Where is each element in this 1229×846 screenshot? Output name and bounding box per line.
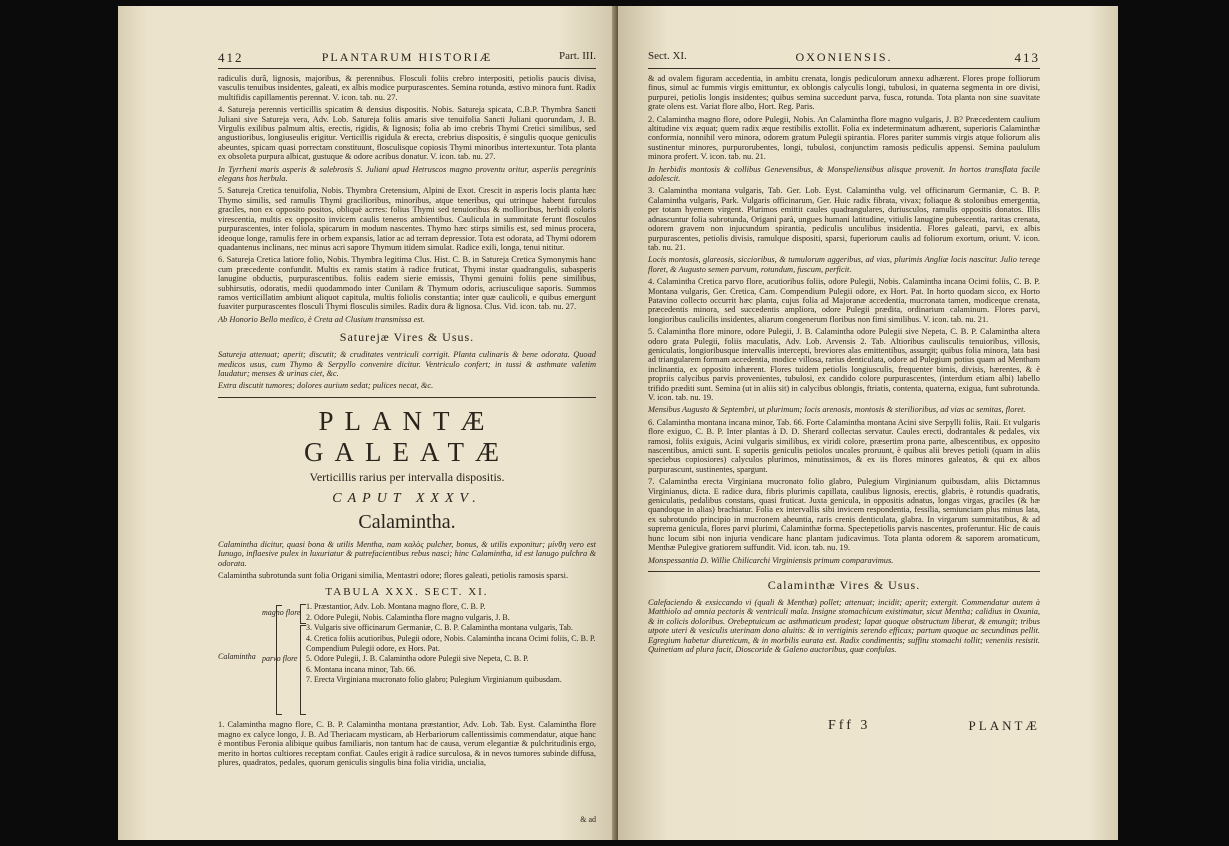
right-para-9: 6. Calamintha montana incana minor, Tab. 66. Forte Calamintha montana Acini sive Serpylli foliis, Raii. Et vulgaris flore exiguo, C. B. P. Inter plantas à D. D. Sherard collectas servatur. Caules erecti, dodrantales & pedales, vix ramosi, foliis exiguis, Acini vulgaris similibus, ex viridi colore, præsertim prona parte, albescentibus, ex opposito nascentibus, amicti sunt. E superiis geniculis petiolos uncales proruunt, è quibus alii breves petioli (quam in aliis speciebus copiosiores) calyculos plurimos, minutissimos, & ex iis flores minores galeatos, & qui ex albos purpurascunt, sustinentes, spargunt. [648,417,1040,474]
satureja-vires-text-2: Extra discutit tumores; dolores aurium sedat; pulices necat, &c. [218,381,434,391]
tabula-heading: TABULA XXX. SECT. XI. [325,586,489,599]
left-page [118,6,618,840]
right-header-rule [648,68,1040,69]
species-list [306,602,596,685]
right-page-body [648,74,1040,826]
right-para-8: Mensibus Augusto & Septembri, ut plurimum; locis arenosis, montosis & sterilioribus, ad vias ac semitas, floret. [648,405,1026,415]
left-running-title: PLANTARUM HISTORIÆ [321,50,493,64]
left-para-1: radiculis durâ, lignosis, majoribus, & perennibus. Flosculi foliis crebro interpositi, petiolis paucis divisa, vasculis tenuibus insidentes, galeati, ex albis modice purpurascentes. Semina rotunda, æstivo minora funt. Radix multifidis capillamentis perennat. V. icon. tab. nu. 27. [218,74,596,102]
right-catchword: PLANTÆ [968,718,1040,733]
species-table [218,602,596,720]
right-section-divider [648,571,1040,572]
left-page-number: 412 [218,50,244,65]
open-book [118,6,1118,840]
parvo-flore-label: parvo flore [262,654,298,664]
right-para-10: 7. Calamintha erecta Virginiana mucronato folio glabro, Pulegium Virginianum quibusdam, aliis Dictamnus Virginianus, dicta. E radice dura, fibris plurimis capillata, caulibus lignosis, erectis, glabris, è rotundis quadratis, geniculatis, pedalibus constans, quasi fruticat. Juxta genicula, in oppositis adnatus, longas virgas, graciles (& hæ quandoque in alias) brachiatur. Folia ex intervallis sibi invicem respondentia, fessilia, semiunciam plus minus lata, ex subrotundo principio in mucronem abeuntia, raris crenis denticulata, glabra. In virgarum summitatibus, & ad suprema genicula, flores parvi plurimi, Calaminthæ forma. Spectepetiolis parvis nascentes, proferuntur. Hic de cauis hunc locum sibi non injuria vendicare hanc plantam judicavimus. Tota planta odorem & saporem aromaticum, Menthæ Pulegive gratiorem suffundit. Vid. icon. tab. nu. 19. [648,477,1040,553]
species-item: 1. Præstantior, Adv. Lob. Montana magno flore, C. B. P. [306,602,486,612]
genus-intro: Calamintha dicitur, quasi bona & utilis Mentha, nam καλòς pulcher, bonus, & utilis exponitur; μίνθη vero est Iunugo, inflaesive pulex in luxuriatur & putrefacientibus rebus nasci; hinc Calamintha, id est lanugo pulchra & odorata. [218,539,596,568]
magno-flore-label: magno flore [262,608,301,618]
satureja-vires-text: Satureja attenuat; aperit; discutit; & cruditates ventriculi corrigit. Planta culinaris & bene odorata. Quoad medicos usus, cum Thymo & Serpyllo convenire dicitur. Ventriculo confert; in tussi & asthmate valetim laudatur; menses & urinas ciet, &c. [218,350,596,378]
class-subtitle: Verticillis rarius per intervalla dispositis. [309,469,505,484]
section-divider [218,397,596,398]
left-para-4: 5. Satureja Cretica tenuifolia, Nobis. Thymbra Cretensium, Alpini de Exot. Crescit in asperis locis planta hæc Thymo similis, sed ramulis Thymi gracilioribus, minoribus, atque teneribus, qui utrinque habent furculos graciles, non ex opposito positos, obliquè acrres: folius Thymi sed tenuioribus & mollioribus, herbidi coloris virescentia, multis ex opposito invicem caulis teneros ambientibus. Caulicula in summitate ferunt flosculos purpurascentes, inter foliola, spicarum in modum nascentes. Thymo hæc stirps similis est, sed minus procera, ideoque longe, ramulis fere in orbem expansis, latior ac ad terram depressior. Tota est odorata, ad Thymi odorem quadantenus inclinans, nec minus acri sapore Thymum itidem simulat. Radice exili, longa, tenui nititur. [218,186,596,252]
right-para-3: In herbidis montosis & collibus Genevensibus, & Monspeliensibus alisque provenit. In hortos transflata facile adolescit. [648,164,1040,184]
left-final-para: 1. Calamintha magno flore, C. B. P. Calamintha montana præstantior, Adv. Lob. Tab. Eyst. Calamintha flore magno ex calyce longo, J. B. Ad Theriacam mysticam, ab Herbariorum callentissimis commendatur, atque hanc è montibus Feronia alibique quibus familiaris, non tantum hac de causa, verum elegantiæ & pulchritudinis ergo, merito in hortos cultiores receptam confiat. Caules erigit à radice surculosa, & in nevos tumores subinde diffusa, plures, quadratos, pedales, quorum geniculis singulis bina folia viridia, uncialia, [218,720,596,768]
left-header-rule [218,68,596,69]
right-page-number: 413 [1014,50,1040,65]
right-para-7: 5. Calamintha flore minore, odore Pulegii, J. B. Calamintha odore Pulegii sive Nepeta, C. B. P. Calamintha altera odoro grata Pulegii, foliis maculatis, Adv. Lob. Arvensis 2. Tab. Altioribus caulisculis tenuioribus, villosis, geniculatis, longioribusque intervallis intercepti, breviores alas emittentibus, assurgit; quibus folia minora, lata basi ad triangularem formam accedentia, modice villosa, rarius denticulata, odore ad Pulegium potius quam ad Mentham inclinantia, ex opposito inhærent. Flores tuidem petiolis longiusculis, frequenter bimis, divisis, hærentes, & è propriis calycibus parvis provenientes, tubulosi, ex candido colore purpurascentes, (interdum etiam albi) labello trifido præditi sunt. Semina (ut in aliis sit) in calycibus oblongis, ftriatis, contenta, quaterna, exigua, funt subrotunda. V. icon. tab. nu. 19. [648,327,1040,402]
genus-heading: Calamintha. [358,510,456,533]
signature-mark: Fff 3 [828,718,871,733]
table-genus-label: Calamintha [218,652,256,662]
right-para-11: Monspessantia D. Willie Chilicarchi Virginiensis primum comparavimus. [648,555,894,565]
species-item: 3. Vulgaris sive officinarum Germaniæ, C. B. P. Calamintha montana vulgaris, Tab. [306,623,573,633]
right-page [618,6,1118,840]
species-item: 2. Odore Pulegii, Nobis. Calamintha flore magno vulgaris, J. B. [306,612,510,622]
calamintha-vires-title: Calaminthæ Vires & Usus. [767,577,921,592]
left-para-5: 6. Satureja Cretica latiore folio, Nobis. Thymbra legitima Clus. Hist. C. B. in Satureja Cretica Symonymis hanc cum præcedente confundit. Multis ex ramis statim à radice fruticat, Thymi instar quadrangulis, subasperis lanugine obductis, purpurascentibus. foliis eadem sierie emissis, Thymi genuini foliis pene similibus, subhirsutis, odoratis, medii quodammodo inter Cunilam & Thymum odoris, acriusculique saporis. Summos ramos verticillatim ambiunt aliquot capitula, multis foliolis constantia; inter quæ caulicoli, e quibus emergunt fuaviter purpurascentes flosculi Thymi flosculis similes. Radix dura & lignosa. Clus. Vid. icon. tab. nu. 27. [218,255,596,312]
left-para-6: Ab Honorio Bello medico, è Creta ad Clusium transmissa est. [218,314,425,324]
calamintha-vires-text: Calefaciendo & exsiccando vi (quali & Menthæ) pollet; attenuat; incidit; aperit; extergit. Commendatur autem à Matthiolo ad omnia pectoris & ventriculi mala. Insigne stomachicum existimatur, sicut Mentha; calidius in Oxunia, & in colicis doloribus. Orebeptuicum ac asthmaticum prodest; lapat quoque obstructum liberat, & emungit; tribus utpote uteri & vesiculis uterinam dono aluitis: & in vertiginis serendo efficax; partum quoque ac secundinas pellit. Egregium habetur diureticum, & in morbilis eurata est. Radix condimentis; suffitu stomachi tollit; veneniis resistit. Quinetiam ad plura facit, Dioscoride & Galeno auctoribus, quæ confulas. [648,597,1040,654]
species-item: 6. Montana incana minor, Tab. 66. [306,664,416,674]
genus-note: Calamintha subrotunda sunt folia Origani similia, Mentastri odore; flores galeati, petiolis ramosis sparsi. [218,571,569,580]
left-catchword: & ad [580,815,596,824]
right-running-title: OXONIENSIS. [795,50,893,64]
right-para-2: 2. Calamintha magno flore, odore Pulegii, Nobis. An Calamintha flore magno vulgaris, J. B? Præcedentem caulium altitudine vix æquat; quem radix æque restibilis extollit. Folia ex indeterminatum adhærent, superioris Calaminthæ conformia, nonnihil vero minora, odorem gratum Pulegii spirantia. Flores pariter summis virgis atque foliorum alis sustinentur minores, purpurorubentes, longi, tubulosi, conjunctim ramosis pediculis appensi. Semina paululum minora profert. V. icon. tab. nu. 21. [648,114,1040,162]
chapter-heading: CAPUT XXXV. [332,490,482,506]
right-para-6: 4. Calamintha Cretica parvo flore, acutioribus foliis, odore Pulegii, Nobis. Calamintha incana Ocimi foliis, C. B. P. Montana vulgaris, Ger. Cretica, Cam. Compendium Pulegii odore, ex Hort. Pat. In horto quodam sicco, ex Horto Patavino collecto occurrit hæc planta, cujus folia ad Majoranæ accedentia, mucronata tamen, modiceque crenata, præcedentis minora, sed succedentis ampliora, odore Pulegii prædita, ordinarium calaminum. Flores parvi, longioribus caulicilis insidentes, aliarum congenerum floribus non fimi similibus. V. icon. tab. nu. 21. [648,277,1040,324]
left-para-3: In Tyrrheni maris asperis & salebrosis S. Juliani apud Hetruscos magno proventu oritur, asperiis peregrinis elegans hos herbula. [218,164,596,184]
species-item: 4. Cretica foliis acutioribus, Pulegii odore, Nobis. Calamintha incana Ocimi foliis, C. B. P. Compendium Pulegii odore, ex Hors. Pat. [306,633,596,654]
section-label: Sect. XI. [648,50,687,62]
class-title: PLANTÆ GALEATÆ [304,405,510,467]
species-item: 5. Odore Pulegii, J. B. Calamintha odore Pulegii sive Nepeta, C. B. P. [306,654,529,664]
satureja-vires-title: Saturejæ Vires & Usus. [339,330,475,345]
part-label: Part. III. [559,50,596,62]
right-para-1: & ad ovalem figuram accedentia, in ambitu crenata, longis pediculorum annexu adhærent. Flores prope folliorum finus, simul ac fummis virgis emittuntur, ex oblongis calyculis longi, tubulosi, in quaterna segmenta in ore divisi, purpurei, petiolis longis insidentes; quibus semina succedunt parva, fusca, rotunda. Tota planta non sine suavitate grate olens est. Variat flore albo, Hort. Reg. Paris. [648,74,1040,112]
left-para-2: 4. Satureja perennis verticillis spicatim & densius dispositis. Nobis. Satureja spicata, C.B.P. Thymbra Sancti Juliani sive Satureja vera, Adv. Lob. Satureja foliis amaris sive tenuifolia Sancti Juliani quorundam, J. B. Virgulis exilibus palmum altis, erectis, rigidis, & lignosis; folia ab imo crebris Thymi Cretici similibus, sed angustioribus, longiuseulis erigitur. Verticillis rigidula & erecta, crebrius dispositis, è singulis quoque geniculis abeuntes, spicam quasi porrectam constituunt, flosculisque copiosis Thymi minoribus intertexuntur. Tota planta ex obsoleta purpura albicat, gustuque & odore acribus donatur. V. icon. tab. nu. 27. [218,105,596,162]
species-item: 7. Erecta Virginiana mucronato folio glabro; Pulegium Virginianum quibusdam. [306,675,562,685]
right-para-5: Locis montosis, glareosis, siccioribus, & tumulorum aggeribus, ad vias, plurimis Angliæ locis nascitur. Julio tereqe floret, & Augusto semen parvum, rotundum, fuscum, perficit. [648,255,1040,274]
left-page-body [218,74,596,826]
right-para-4: 3. Calamintha montana vulgaris, Tab. Ger. Lob. Eyst. Calamintha vulg. vel officinarum Germaniæ, C. B. P. Calamintha vulgaris, Park. Vulgaris officinarum, Ger. Huic radix fibrata, vivax; foliaque & stolonibus emergentia, per totam hyemem virgent. Plurimos emittit caules quadrangulares, duriusculos, ramulis oppositis donatos. Illis adnascuntur folia subrotunda, Origani parà, ungues humani latitudine, vitiulis lanugine pubescentia, raritas crenata, odorem gravem non injucundum spirantia, pediculis unculibus insidentia. Flores galeati, parvi, ex albis purpurascentes, petiolis divisis, ramulque dispositi, sparsi, fuperiorum caulis ad foliorum exortum, oriunt. V. icon. tab. nu. 21. [648,186,1040,252]
